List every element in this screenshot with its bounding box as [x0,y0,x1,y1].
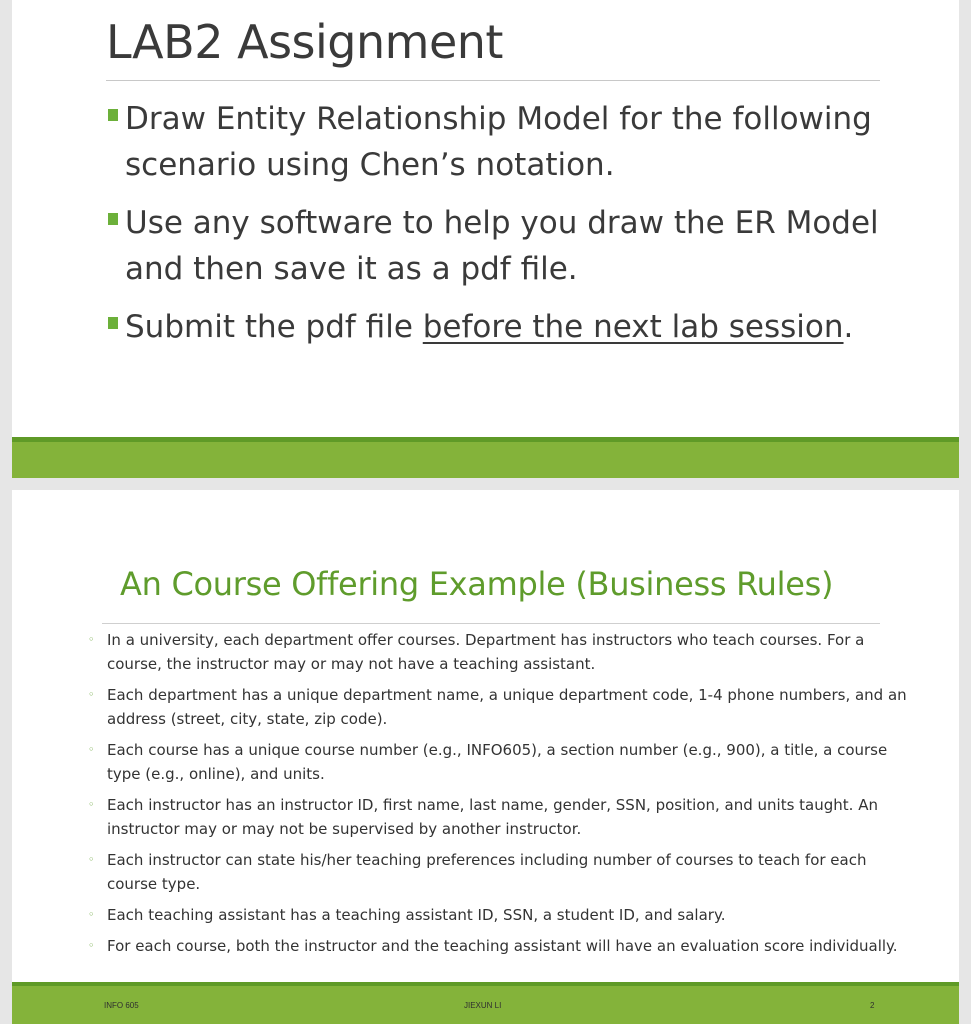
circle-bullet-icon: ◦ [88,798,95,811]
rule-text: For each course, both the instructor and the teaching assistant will have an evaluation score individually. [107,937,898,955]
rule-item [86,683,916,731]
rule-text: Each department has a unique department name, a unique department code, 1-4 phone numbers, and an address (street, city, state, zip code). [107,686,907,728]
square-bullet-icon [108,317,118,329]
title-divider [102,623,880,624]
slide-number: 2 [870,1001,875,1010]
circle-bullet-icon: ◦ [88,688,95,701]
square-bullet-icon [108,109,118,121]
bullet-text: Draw Entity Relationship Model for the following scenario using Chen’s notation. [125,101,872,183]
circle-bullet-icon: ◦ [88,939,95,952]
deadline-underlined-text: before the next lab session [422,309,844,345]
bullet-item [106,96,886,188]
slide-2-title: An Course Offering Example (Business Rules) [120,565,834,603]
bullet-text: Submit the pdf file [125,309,423,345]
circle-bullet-icon: ◦ [88,743,95,756]
circle-bullet-icon: ◦ [88,853,95,866]
rule-item [86,628,916,676]
circle-bullet-icon: ◦ [88,908,95,921]
title-divider [106,80,880,81]
rule-item [86,738,916,786]
rule-text: Each course has a unique course number (e.g., INFO605), a section number (e.g., 900), a title, a course type (e.g., online), and units. [107,741,888,783]
rule-item [86,848,916,896]
rule-item [86,793,916,841]
slide-1-bullet-list [106,96,886,362]
rule-text: Each teaching assistant has a teaching assistant ID, SSN, a student ID, and salary. [107,906,726,924]
business-rules-list [86,628,916,965]
footer-bar-edge [12,982,959,986]
bullet-item [106,304,886,350]
bullet-item [106,200,886,292]
square-bullet-icon [108,213,118,225]
bullet-text-end: . [843,309,854,345]
slide-2 [12,490,959,1024]
rule-text: In a university, each department offer courses. Department has instructors who teach courses. For a course, the instructor may or may not have a teaching assistant. [107,631,865,673]
slide-1-title: LAB2 Assignment [106,15,503,69]
rule-item [86,903,916,927]
footer-bar [12,982,959,1024]
rule-text: Each instructor can state his/her teaching preferences including number of courses to teach for each course type. [107,851,867,893]
footer-bar [12,442,959,478]
rule-item [86,934,916,958]
bullet-text: Use any software to help you draw the ER Model and then save it as a pdf file. [125,205,879,287]
footer-course-code: INFO 605 [104,1001,139,1010]
circle-bullet-icon: ◦ [88,633,95,646]
rule-text: Each instructor has an instructor ID, first name, last name, gender, SSN, position, and units taught. An instructor may or may not be supervised by another instructor. [107,796,878,838]
slide-1 [12,0,959,478]
footer-author: JIEXUN LI [464,1001,502,1010]
